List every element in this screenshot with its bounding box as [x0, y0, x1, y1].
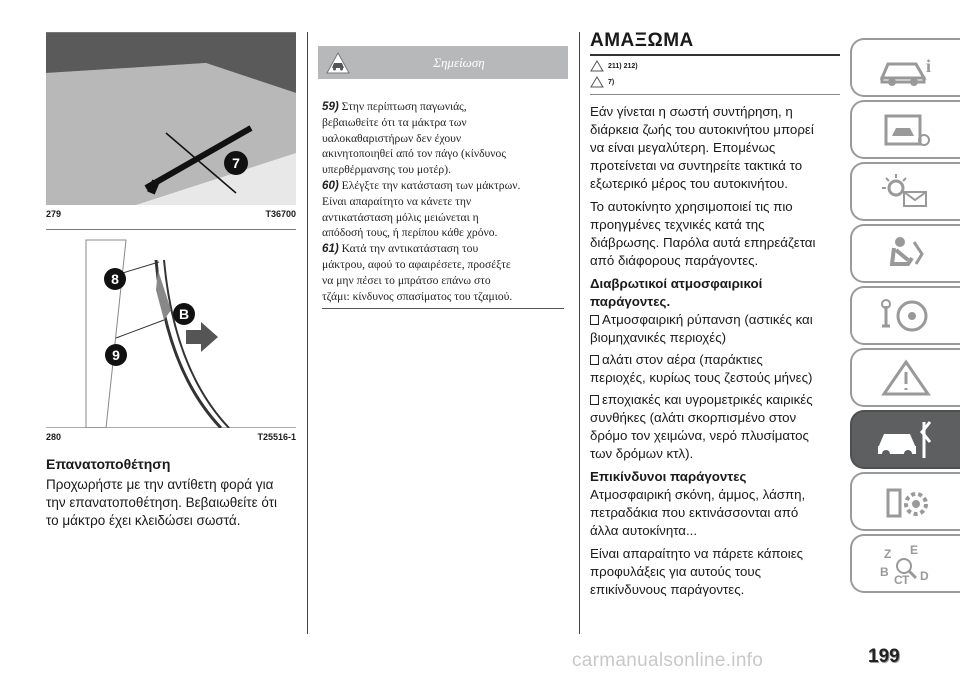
callout-9: 9	[112, 347, 120, 363]
hazard-factors-heading: Επικίνδυνοι παράγοντες	[590, 469, 747, 484]
tab-emergency[interactable]	[850, 348, 960, 407]
dashboard-car-icon	[878, 110, 934, 150]
bullet-item: Ατμοσφαιρική ρύπανση (αστικές και	[590, 311, 840, 329]
warning-icon	[590, 60, 604, 72]
note-refs: 7)	[590, 76, 840, 88]
figure-wiper-arm	[46, 32, 296, 204]
tab-starting[interactable]	[850, 286, 960, 345]
hazard-paragraph: Ατμοσφαιρική σκόνη, άμμος, λάσπη, πετραδάκια που εκτινάσσονται από άλλα αυτοκίνητα...	[590, 487, 806, 538]
tab-car-info[interactable]	[850, 38, 960, 97]
note-item: 60) Ελέγξτε την κατάσταση των μάκτρων. Είναι απαραίτητο να κάνετε την αντικατάσταση μόλις μειώνεται η απόδοσή τους, ή περίπου κάθε χρόνο.	[322, 178, 521, 240]
car-info-icon	[878, 48, 934, 88]
right-column	[590, 30, 840, 599]
svg-text:i: i	[926, 55, 932, 76]
note-box	[318, 46, 568, 309]
figure-number: 279	[46, 209, 62, 219]
left-column	[46, 32, 296, 530]
svg-text:T: T	[902, 572, 910, 586]
svg-text:D: D	[920, 568, 929, 583]
figure-code: T36700	[265, 209, 296, 219]
svg-text:E: E	[910, 542, 919, 557]
warning-refs: 211) 212)	[590, 60, 840, 72]
tab-maintenance[interactable]	[850, 410, 960, 469]
corrosive-factors-heading: Διαβρωτικοί ατμοσφαιρικοί παράγοντες.	[590, 276, 763, 309]
precaution-paragraph: Είναι απαραίτητο να πάρετε κάποιες προφυλάξεις για αυτούς τους επικίνδυνους παράγοντες.	[590, 546, 804, 597]
checkbox-bullet-icon	[590, 355, 599, 365]
reinstall-text: Προχωρήστε με την αντίθετη φορά για την επανατοποθέτηση. Βεβαιωθείτε ότι το μάκτρο έχει κλειδώσει σωστά.	[46, 477, 278, 528]
callout-8: 8	[111, 271, 119, 287]
callout-b: B	[178, 306, 190, 322]
tab-lights[interactable]	[850, 162, 960, 221]
car-tools-icon	[874, 418, 938, 462]
checkbox-bullet-icon	[590, 315, 599, 325]
index-letters-icon	[876, 542, 936, 586]
bullet-list: Ατμοσφαιρική ρύπανση (αστικές και βιομηχανικές περιοχές) αλάτι στον αέρα (παράκτιες περιοχές, κυρίως τους ζεστούς μήνες) εποχιακές και υγρομετρικές καιρικές συνθήκες (αλάτι σκορπισμένο στον δρόμο τον χειμώνα, νερό πλυσίματος των δρόμων κτλ).	[590, 311, 840, 463]
bullet-item: αλάτι στον αέρα (παράκτιες	[590, 351, 840, 369]
fuel-gear-icon	[878, 482, 934, 522]
chapter-tabs	[850, 38, 960, 596]
note-item: 59) Στην περίπτωση παγωνιάς, βεβαιωθείτε ότι τα μάκτρα των υαλοκαθαριστήρων δεν έχουν ακινητοποιηθεί από τον πάγο (κίνδυνος υπερθέρμανσης του μοτέρ).	[322, 100, 506, 177]
divider	[590, 94, 840, 95]
page-title: ΑΜΑΞΩΜΑ	[590, 30, 840, 56]
car-note-icon	[326, 52, 350, 74]
corrosion-paragraph: Το αυτοκίνητο χρησιμοποιεί τις πιο προηγμένες τεχνικές κατά της διάβρωσης. Παρόλα αυτά επηρεάζεται από διάφορους παράγοντες.	[590, 199, 816, 268]
note-separator	[322, 308, 564, 309]
steering-key-icon	[878, 296, 934, 336]
svg-text:C: C	[894, 572, 903, 586]
section-heading-reinstall: Επανατοποθέτηση	[46, 456, 171, 472]
note-header	[318, 46, 568, 79]
figure-caption-279	[46, 204, 296, 219]
seat-safety-icon	[878, 234, 934, 274]
column-divider	[579, 32, 580, 634]
bullet-item: εποχιακές και υγρομετρικές καιρικές	[590, 391, 840, 409]
tab-dashboard[interactable]	[850, 100, 960, 159]
note-item: 61) Κατά την αντικατάσταση του μάκτρου, αφού το αφαιρέσετε, προσέξτε να μην πέσει το μπράτσο επάνω στο τζάμι: κίνδυνος σπασίματος του τζαμιού.	[322, 242, 513, 303]
lights-mail-icon	[878, 172, 934, 212]
figure-code: T25516-1	[257, 432, 296, 442]
checkbox-bullet-icon	[590, 395, 599, 405]
note-body	[318, 79, 568, 309]
note-title: Σημείωση	[433, 54, 485, 70]
svg-text:B: B	[880, 564, 889, 579]
figure-wiper-removal	[46, 229, 296, 427]
page-number: 199	[868, 646, 900, 667]
warning-triangle-icon	[878, 358, 934, 398]
car-note-icon	[590, 76, 604, 88]
callout-7: 7	[232, 155, 240, 171]
watermark: carmanualsonline.info	[572, 650, 764, 671]
tab-safety[interactable]	[850, 224, 960, 283]
tab-index[interactable]	[850, 534, 960, 593]
tab-technical[interactable]	[850, 472, 960, 531]
column-divider	[307, 32, 308, 634]
svg-text:Z: Z	[884, 546, 892, 561]
figure-number: 280	[46, 432, 62, 442]
figure-caption-280	[46, 427, 296, 442]
maintenance-paragraph: Εάν γίνεται η σωστή συντήρηση, η διάρκεια ζωής του αυτοκινήτου μπορεί να είναι μεγαλύτερη. Επομένως προτείνεται να συντηρείτε τακτικά το εξωτερικό μέρος του αυτοκινήτου.	[590, 104, 814, 191]
